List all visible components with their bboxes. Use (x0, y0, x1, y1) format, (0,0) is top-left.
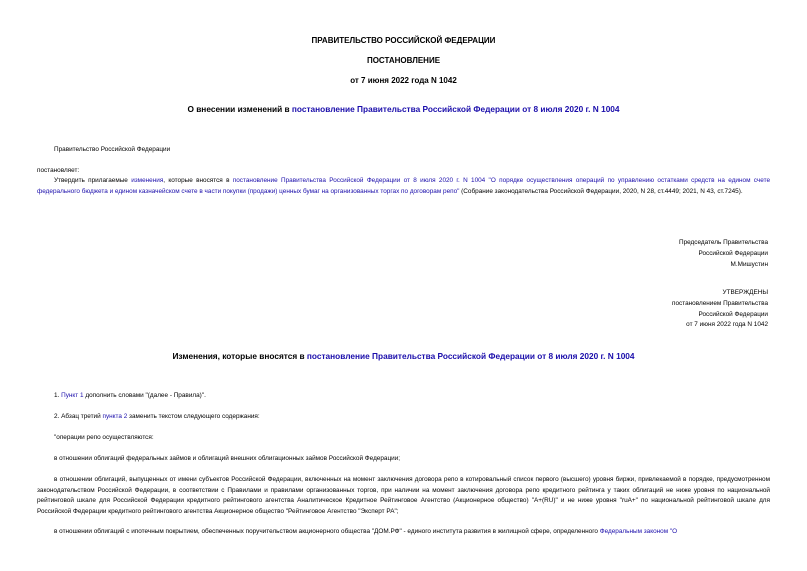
paragraph-federal-bonds: в отношении облигаций федеральных займов и облигаций внешних облигационных займов Российской Федерации; (54, 455, 401, 462)
date-number-heading: от 7 июня 2022 года N 1042 (350, 76, 457, 85)
para-c-text: в отношении облигаций с ипотечным покрытием, обеспеченных поручительством акционерного общества "ДОМ.РФ" - единого института развития в жилищной сфере, определенного (54, 528, 600, 535)
approved-block (672, 288, 768, 331)
doc-type-heading: ПОСТАНОВЛЕНИЕ (366, 56, 441, 65)
paragraph-regional-bonds: в отношении облигаций, выпущенных от имени субъектов Российской Федерации, включенных на момент заключения договора репо в котировальный список первого (высшего) уровня биржи, привлекаемой в порядке, предусмотренном законодательством Российской Федерации, в соответствии с Правилами и правилами организованных торгов, при наличии на момент заключения договора репо кредитного рейтинга у таких облигаций не ниже уровня по национальной рейтинговой шкале для Российской Федерации кредитного рейтингового агентства Аналитическое Кредитное Рейтинговое Агентство (Акционерное общество) "A+(RU)" и не ниже уровня "ruA+" по национальной рейтинговой шкале для Российской Федерации кредитного рейтингового агентства Акционерное общество "Рейтинговое Агентство "Эксперт РА"; (37, 476, 770, 515)
item-2 (54, 412, 260, 423)
paragraph-mortgage-bonds (37, 527, 770, 538)
signature-name: М.Мишустин (730, 260, 768, 268)
government-name: Правительство Российской Федерации (54, 146, 171, 153)
item-1-suffix: дополнить словами "(далее - Правила)". (83, 392, 206, 399)
federal-law-link[interactable]: Федеральным законом "О (599, 528, 678, 535)
changes-title (0, 351, 807, 361)
approved-date: от 7 июня 2022 года N 1042 (686, 321, 768, 329)
decree-1004-full-link[interactable]: постановление Правительства Российской Федерации от 8 июля 2020 г. N 1004 "О порядке осуществления операций по управлению остатками средств на едином счете федерального бюджета и едином казначейском счете в части покупки (продажи) ценных бумаг на организованных торгах по договорам репо" (37, 177, 771, 195)
approved-by: постановлением Правительства (672, 299, 768, 307)
government-heading: ПРАВИТЕЛЬСТВО РОССИЙСКОЙ ФЕДЕРАЦИИ (311, 36, 496, 45)
changes-title-text: Изменения, которые вносятся в (172, 351, 307, 361)
changes-link[interactable]: изменения (131, 177, 164, 184)
signature-org: Российской Федерации (698, 249, 768, 257)
item-1 (54, 391, 206, 402)
quote-start: "операции репо осуществляются: (54, 434, 154, 441)
approved-org: Российской Федерации (698, 310, 768, 318)
document-title-text: О внесении изменений в (187, 104, 292, 114)
item-1-prefix: 1. (54, 392, 62, 399)
item-2-suffix: заменить текстом следующего содержания: (127, 413, 260, 420)
signature-position: Председатель Правительства (679, 239, 768, 246)
p1-text-a: Утвердить прилагаемые (54, 177, 132, 184)
approved-label: УТВЕРЖДЕНЫ (722, 289, 768, 296)
document-title (0, 104, 807, 114)
changes-decree-link[interactable]: постановление Правительства Российской Федерации от 8 июля 2020 г. N 1004 (306, 351, 635, 361)
item-2-prefix: 2. Абзац третий (54, 413, 103, 420)
p1-text-b: , которые вносятся в (163, 177, 233, 184)
decree-1004-link[interactable]: постановление Правительства Российской Федерации от 8 июля 2020 г. N 1004 (291, 104, 620, 114)
preamble-paragraph (37, 176, 770, 197)
signature-block (679, 238, 768, 270)
decides-text: постановляет: (37, 167, 80, 174)
item-2-link[interactable]: пункта 2 (102, 413, 128, 420)
item-1-link[interactable]: Пункт 1 (61, 392, 84, 399)
p1-text-c: (Собрание законодательства Российской Федерации, 2020, N 28, ст.4449; 2021, N 43, ст.7245). (459, 187, 743, 195)
